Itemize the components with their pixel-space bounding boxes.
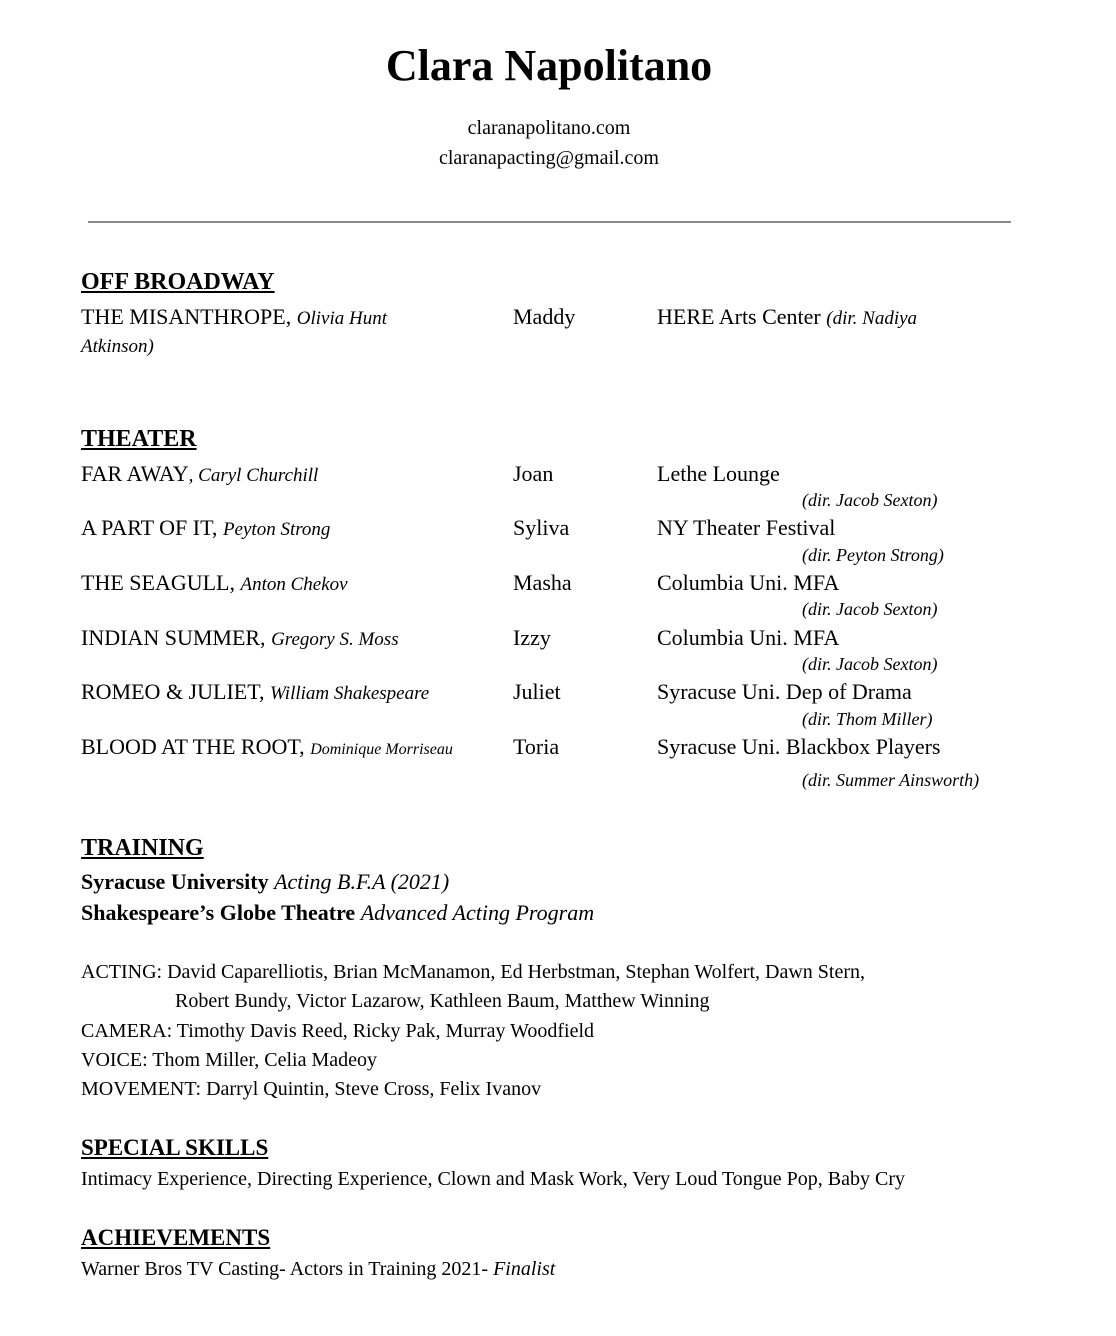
credit-venue: Syracuse Uni. Dep of Drama [657,679,912,704]
credit-title: BLOOD AT THE ROOT, Dominique Morriseau [81,734,453,759]
credit-venue: HERE Arts Center (dir. Nadiya [657,304,918,329]
credit-role: Juliet [513,679,561,704]
credit-role: Izzy [513,625,551,650]
credit-author-continued: Atkinson) [81,336,154,357]
achievements-heading: ACHIEVEMENTS [81,1225,271,1250]
special-skills-heading: SPECIAL SKILLS [81,1135,269,1160]
achievement-item: Warner Bros TV Casting- Actors in Training 2021- Finalist [81,1258,556,1280]
credit-role: Syliva [513,515,570,540]
credit-venue: NY Theater Festival [657,515,836,540]
teachers-camera: CAMERA: Timothy Davis Reed, Ricky Pak, Murray Woodfield [81,1020,595,1042]
credit-title: THE MISANTHROPE, Olivia Hunt [81,304,387,329]
credit-director: (dir. Peyton Strong) [802,545,944,565]
website-link[interactable]: claranapolitano.com [467,117,631,139]
teachers-voice: VOICE: Thom Miller, Celia Madeoy [81,1049,378,1071]
theater-heading: THEATER [81,426,197,452]
credit-venue: Syracuse Uni. Blackbox Players [657,734,941,759]
credit-role: Maddy [513,304,576,329]
credit-title: ROMEO & JULIET, William Shakespeare [81,679,430,704]
credit-director: (dir. Summer Ainsworth) [802,770,980,790]
off-broadway-heading: OFF BROADWAY [81,269,275,295]
credit-director: (dir. Jacob Sexton) [802,490,938,510]
training-school: Shakespeare’s Globe Theatre Advanced Acting Program [81,900,595,925]
credit-venue: Columbia Uni. MFA [657,570,840,595]
credit-title: A PART OF IT, Peyton Strong [81,515,331,540]
credit-title: FAR AWAY, Caryl Churchill [81,461,319,486]
training-school: Syracuse University Acting B.F.A (2021) [81,869,450,894]
teachers-acting-continued: Robert Bundy, Victor Lazarow, Kathleen Baum, Matthew Winning [175,990,710,1012]
training-heading: TRAINING [81,835,204,861]
header-divider [88,221,1011,223]
credit-venue: Lethe Lounge [657,461,780,486]
credit-role: Masha [513,570,572,595]
credit-director: (dir. Jacob Sexton) [802,599,938,619]
credit-title: THE SEAGULL, Anton Chekov [81,570,348,595]
credit-venue: Columbia Uni. MFA [657,625,840,650]
teachers-movement: MOVEMENT: Darryl Quintin, Steve Cross, Felix Ivanov [81,1078,542,1100]
teachers-acting: ACTING: David Caparelliotis, Brian McManamon, Ed Herbstman, Stephan Wolfert, Dawn Stern, [81,961,865,983]
resume-name: Clara Napolitano [385,41,713,90]
credit-director: (dir. Jacob Sexton) [802,654,938,674]
special-skills-text: Intimacy Experience, Directing Experience, Clown and Mask Work, Very Loud Tongue Pop, Baby Cry [81,1168,906,1190]
credit-role: Joan [513,461,554,486]
email-link[interactable]: claranapacting@gmail.com [439,147,659,169]
credit-title: INDIAN SUMMER, Gregory S. Moss [81,625,399,650]
credit-director: (dir. Thom Miller) [802,709,933,729]
credit-role: Toria [513,734,560,759]
